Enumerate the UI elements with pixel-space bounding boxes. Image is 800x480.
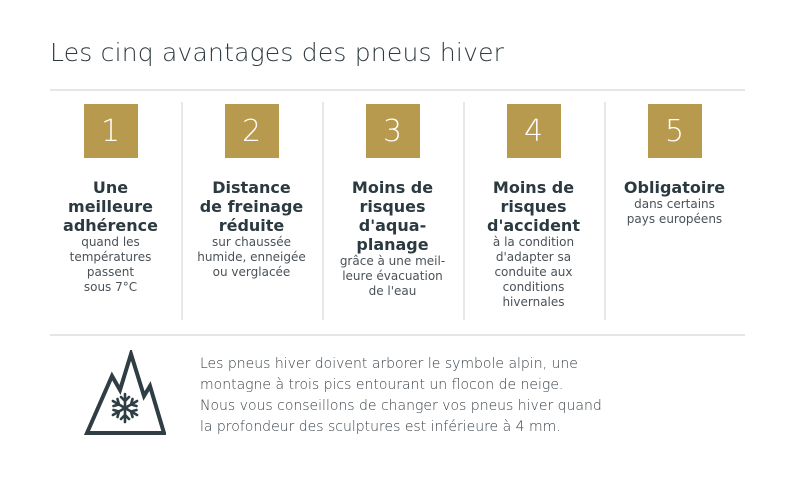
- bottom-divider: [50, 334, 745, 336]
- heading-line: Moins de: [492, 178, 575, 197]
- desc-line: de l'eau: [368, 284, 417, 298]
- desc-line: pays européens: [626, 212, 723, 226]
- desc-line: grâce à une meil-: [339, 254, 446, 268]
- heading-line: Une: [92, 178, 129, 197]
- alpine-symbol-section: [0, 340, 800, 480]
- top-divider: [50, 89, 745, 91]
- note-line: montagne à trois pics entourant un flocon de neige.: [200, 377, 564, 393]
- page-title: Les cinq avantages des pneus hiver: [50, 38, 505, 67]
- desc-line: températures: [69, 250, 152, 264]
- heading-line: d'accident: [487, 216, 580, 235]
- heading-line: de freinage: [199, 197, 304, 216]
- advantage-description: [40, 235, 181, 295]
- number-badge: 5: [648, 104, 702, 158]
- three-peak-mountain-snowflake-icon: [84, 350, 166, 436]
- desc-line: sous 7°C: [83, 280, 138, 294]
- advantage-description: [463, 235, 604, 310]
- advantage-1: [40, 92, 181, 322]
- heading-line: d'aqua-: [358, 216, 427, 235]
- advantage-5: [604, 92, 745, 322]
- heading-line: planage: [356, 235, 429, 254]
- heading-line: réduite: [218, 216, 285, 235]
- advantage-heading: [463, 178, 604, 235]
- heading-line: meilleure: [68, 197, 153, 216]
- advantage-heading: [604, 178, 745, 197]
- desc-line: ou verglacée: [212, 265, 291, 279]
- desc-line: sur chaussée: [211, 235, 292, 249]
- desc-line: leure évacuation: [342, 269, 443, 283]
- advantage-2: [181, 92, 322, 322]
- desc-line: conduite aux: [494, 265, 573, 279]
- desc-line: passent: [86, 265, 135, 279]
- alpine-symbol-note: [200, 354, 670, 438]
- desc-line: d'adapter sa: [495, 250, 572, 264]
- desc-line: dans certains: [634, 197, 715, 211]
- advantage-3: [322, 92, 463, 322]
- note-line: Les pneus hiver doivent arborer le symbole alpin, une: [200, 356, 578, 372]
- advantages-row: [40, 92, 745, 332]
- number-badge: 4: [507, 104, 561, 158]
- number-badge: 1: [84, 104, 138, 158]
- heading-line: Moins de: [351, 178, 434, 197]
- heading-line: Obligatoire: [623, 178, 726, 197]
- advantage-description: [181, 235, 322, 280]
- desc-line: humide, enneigée: [197, 250, 306, 264]
- number-badge: 3: [366, 104, 420, 158]
- advantage-4: [463, 92, 604, 322]
- heading-line: risques: [359, 197, 426, 216]
- advantage-heading: [40, 178, 181, 235]
- advantage-description: [322, 254, 463, 299]
- note-line: Nous vous conseillons de changer vos pneus hiver quand: [200, 398, 602, 414]
- advantage-heading: [181, 178, 322, 235]
- heading-line: Distance: [212, 178, 291, 197]
- desc-line: quand les: [81, 235, 140, 249]
- desc-line: à la condition: [492, 235, 575, 249]
- heading-line: adhérence: [63, 216, 158, 235]
- heading-line: risques: [500, 197, 567, 216]
- number-badge: 2: [225, 104, 279, 158]
- desc-line: hivernales: [502, 295, 565, 309]
- advantage-heading: [322, 178, 463, 254]
- desc-line: conditions: [502, 280, 565, 294]
- advantage-description: [604, 197, 745, 227]
- note-line: la profondeur des sculptures est inférieure à 4 mm.: [200, 419, 561, 435]
